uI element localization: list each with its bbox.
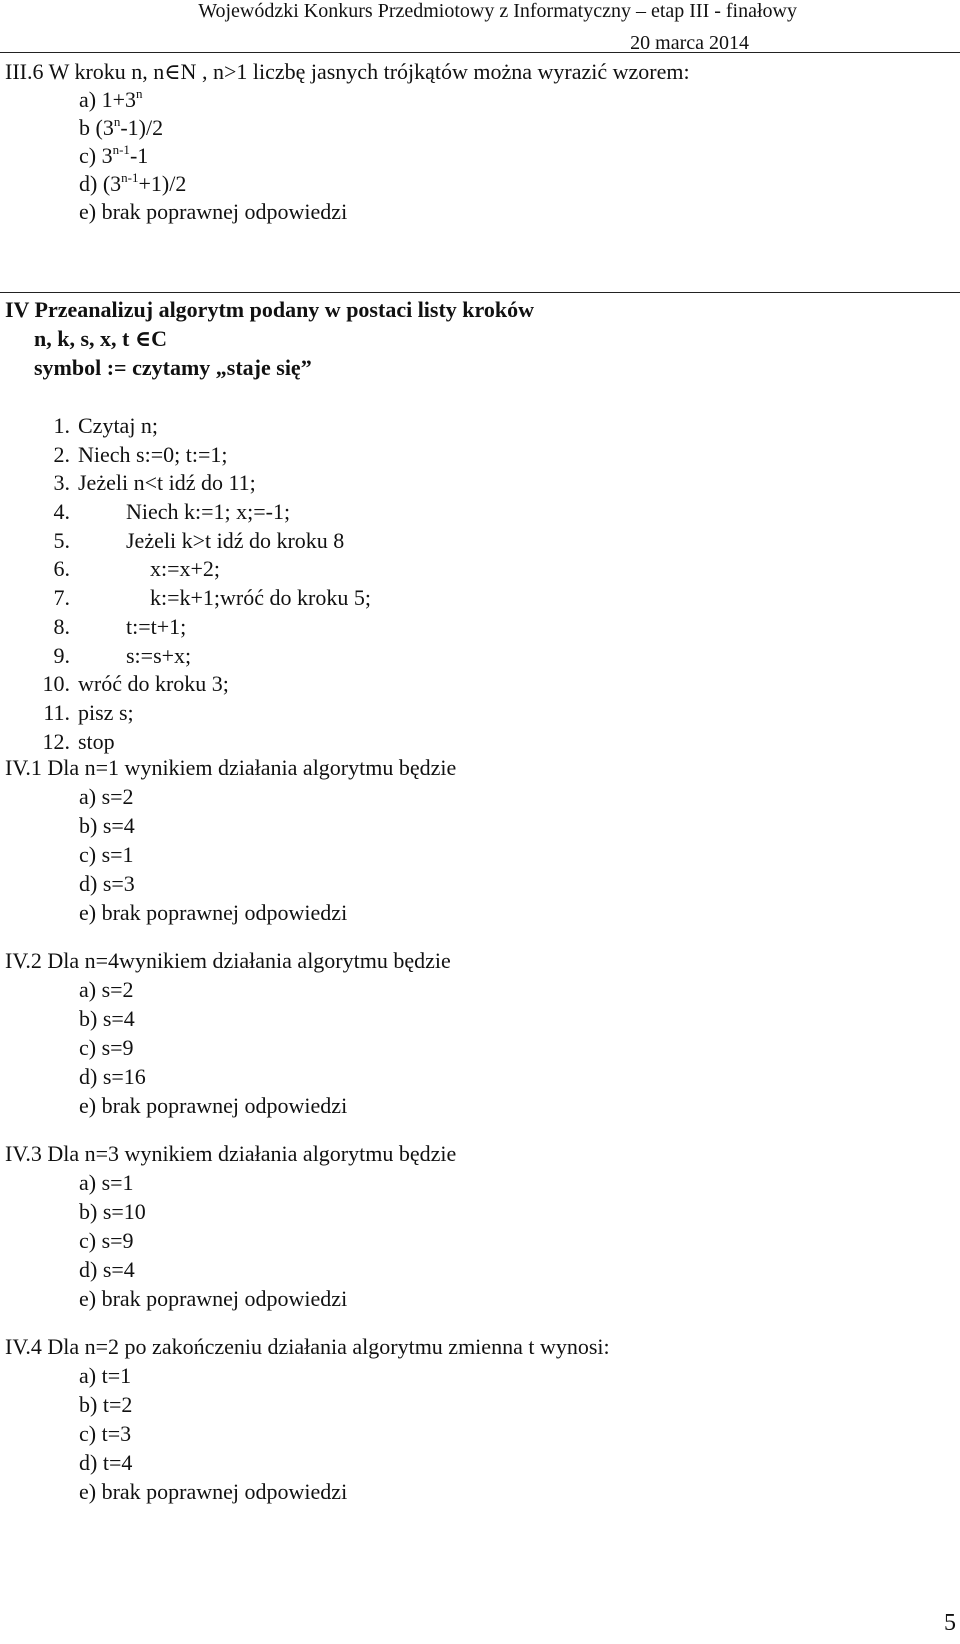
answer-option: a) s=1 [79,1170,134,1195]
answer-option: d) s=3 [79,871,135,896]
algorithm-step-text: Jeżeli k>t idź do kroku 8 [126,527,345,553]
question-iii6-option-e: e) brak poprawnej odpowiedzi [79,199,348,224]
algorithm-step-number: 10. [42,671,70,697]
question-stem: IV.3 Dla n=3 wynikiem działania algorytmu będzie [5,1141,457,1166]
question-block-iv1 [5,754,456,928]
question-block-iv4 [5,1333,610,1507]
algorithm-step-number: 11. [43,699,70,725]
section-iv-variables: n, k, s, x, t ∈C [34,326,168,351]
answer-option: c) s=9 [79,1035,134,1060]
algorithm-step-text: wróć do kroku 3; [78,671,229,697]
answer-option: c) t=3 [79,1421,132,1446]
algorithm-step-text: Jeżeli n<t idź do 11; [78,470,256,496]
question-iii6-option-c: c) 3$^{n-1}$-1 [79,142,149,168]
question-block-iv3 [5,1140,456,1314]
answer-option: e) brak poprawnej odpowiedzi [79,900,348,925]
answer-option: c) s=9 [79,1228,134,1253]
algorithm-step-number: 4. [53,499,70,525]
answer-option: d) s=16 [79,1064,146,1089]
algorithm-step-number: 12. [42,728,70,754]
algorithm-step-number: 7. [53,585,70,611]
answer-option: b) s=10 [79,1199,146,1224]
section-iv-symbol-note: symbol := czytamy „staje się” [34,355,312,380]
algorithm-step-number: 3. [53,470,70,496]
algorithm-step-text: stop [78,728,115,754]
answer-option: a) s=2 [79,977,134,1002]
section-divider [0,292,960,293]
algorithm-step-number: 2. [53,441,70,467]
algorithm-step-text: Niech s:=0; t:=1; [78,441,228,467]
header-divider [0,52,960,53]
algorithm-step-text: s:=s+x; [126,642,192,668]
page-number: 5 [944,1610,956,1636]
algorithm-step-text: pisz s; [78,699,134,725]
algorithm-step-text: x:=x+2; [150,556,221,582]
answer-option: b) t=2 [79,1392,133,1417]
answer-option: e) brak poprawnej odpowiedzi [79,1286,348,1311]
algorithm-step-number: 9. [53,642,70,668]
question-iii6-option-a: a) $1+3^n$ [79,86,143,112]
section-iv-title: IV Przeanalizuj algorytm podany w postaci listy kroków [5,297,535,322]
question-stem: IV.4 Dla n=2 po zakończeniu działania algorytmu zmienna t wynosi: [5,1334,610,1359]
question-iii6-option-b: b (3$^n$-1)/2 [79,114,164,140]
question-stem: IV.2 Dla n=4wynikiem działania algorytmu będzie [5,948,451,973]
answer-option: c) s=1 [79,842,134,867]
algorithm-step-number: 6. [53,556,70,582]
algorithm-step-text: Czytaj n; [78,413,159,438]
answer-option: b) s=4 [79,813,135,838]
question-block-iv2 [5,947,451,1121]
answer-option: a) s=2 [79,784,134,809]
answer-option: e) brak poprawnej odpowiedzi [79,1479,348,1504]
answer-option: d) t=4 [79,1450,133,1475]
algorithm-step-text: Niech k:=1; x;=-1; [126,499,291,525]
algorithm-step-number: 8. [53,613,70,639]
algorithm-step-number: 5. [53,527,70,553]
question-iii6-stem: III.6 W kroku n, n∈N , n>1 liczbę jasnych trójkątów można wyrazić wzorem: [5,59,690,84]
header-title: Wojewódzki Konkurs Przedmiotowy z Informatyczny – etap III - finałowy [198,0,797,22]
answer-option: d) s=4 [79,1257,135,1282]
question-stem: IV.1 Dla n=1 wynikiem działania algorytmu będzie [5,755,457,780]
answer-option: e) brak poprawnej odpowiedzi [79,1093,348,1118]
algorithm-step-text: t:=t+1; [126,613,187,639]
answer-option: a) t=1 [79,1363,132,1388]
algorithm-step-text: k:=k+1;wróć do kroku 5; [150,585,371,611]
algorithm-step-number: 1. [53,413,70,438]
question-iii6-option-d: d) $(3^{n-1}+1)/2$ [79,170,187,196]
answer-option: b) s=4 [79,1006,135,1031]
header-date: 20 marca 2014 [630,32,749,54]
